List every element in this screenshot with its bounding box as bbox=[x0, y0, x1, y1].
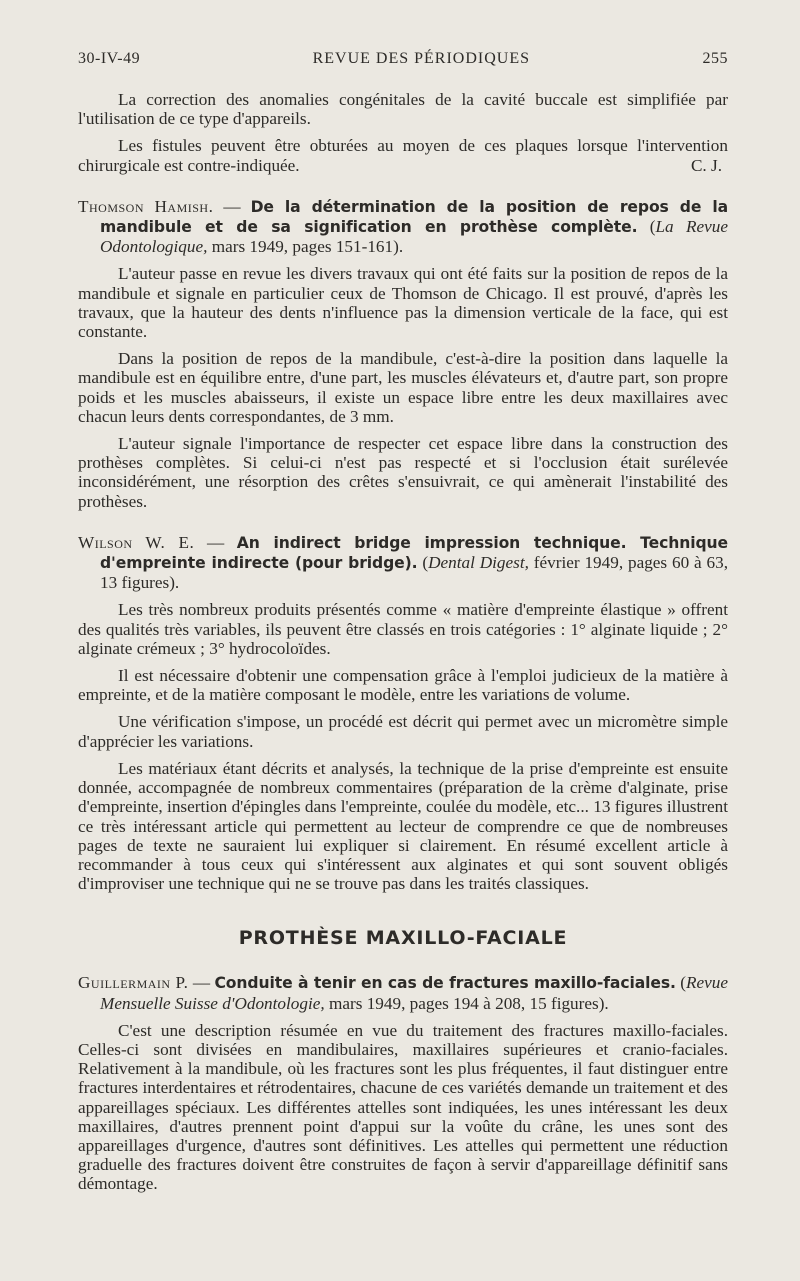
source-thomson: mars 1949, pages 151-161). bbox=[207, 237, 404, 257]
section-heading: PROTHÈSE MAXILLO-FACIALE bbox=[238, 927, 568, 950]
review-thomson bbox=[78, 197, 728, 511]
citation-thomson bbox=[78, 197, 728, 257]
paragraph-wilson-1: Les très nombreux produits présentés comme « matière d'empreinte élastique » offrent des qualités très variables, ils peuvent être classés en trois catégories : 1° alginate liquide ; 2° alginate crémeux ; 3° hydrocoloïdes. bbox=[78, 600, 728, 658]
journal-thomson: La Revue Odontologique, bbox=[100, 217, 728, 257]
source-wilson: février 1949, pages 60 à 63, 13 figures). bbox=[100, 553, 729, 593]
intro-paragraph-1: La correction des anomalies congénitales de la cavité buccale est simplifiée par l'utilisation de ce type d'appareils. bbox=[78, 90, 728, 129]
article-title-guillermain: Conduite à tenir en cas de fractures maxillo-faciales. bbox=[214, 974, 676, 993]
paragraph-thomson-3: L'auteur signale l'importance de respecter cet espace libre dans la construction des prothèses complètes. Si celui-ci n'est pas respecté et si l'occlusion était surélevée inconsidérément, une résorption des crêtes s'ensuivrait, ce qui amènerait l'instabilité des prothèses. bbox=[78, 434, 728, 511]
running-header bbox=[78, 50, 728, 68]
source-guillermain: mars 1949, pages 194 à 208, 15 figures). bbox=[324, 993, 609, 1013]
article-title-thomson: De la détermination de la position de repos de la mandibule et de sa signification en prothèse complète. bbox=[100, 197, 729, 237]
source-open: ( bbox=[675, 973, 687, 993]
citation-dash: — bbox=[188, 973, 215, 993]
intro-paragraph-2-text: Les fistules peuvent être obturées au moyen de ces plaques lorsque l'intervention chirurgicale est contre-indiquée. bbox=[78, 136, 728, 175]
citation-dash: — bbox=[194, 532, 237, 552]
author-thomson: Thomson Hamish. bbox=[78, 196, 214, 216]
citation-guillermain bbox=[78, 973, 728, 1012]
paragraph-guillermain-1: C'est une description résumée en vue du traitement des fractures maxillo-faciales. Celles-ci sont divisées en mandibulaires, maxillaires supérieures et cranio-faciales. Relativement à la mandibule, où les fractures sont les plus fréquentes, il faut distinguer entre fractures interdentaires et rétrodentaires, chacune de ces variétés demande un traitement et des appareillages spéciaux. Les différentes attelles sont indiquées, les unes intéressant les deux maxillaires, d'autres prennent point d'appui sur la voûte du crâne, les unes sont des appareillages d'urgence, d'autres sont définitives. Les attelles qui permettent une réduction graduelle des fractures doivent être construites de façon à servir d'appareillage définitif sans démontage. bbox=[78, 1020, 728, 1194]
header-date: 30-IV-49 bbox=[78, 50, 141, 67]
author-wilson: Wilson W. E. bbox=[78, 532, 195, 552]
source-open: ( bbox=[417, 553, 429, 573]
review-wilson bbox=[78, 533, 728, 893]
journal-guillermain: Revue Mensuelle Suisse d'Odontologie, bbox=[100, 973, 728, 1013]
intro-section bbox=[78, 90, 728, 175]
review-guillermain bbox=[78, 973, 728, 1193]
citation-wilson bbox=[78, 533, 728, 593]
paragraph-wilson-3: Une vérification s'impose, un procédé est décrit qui permet avec un micromètre simple d'apprécier les variations. bbox=[78, 712, 728, 751]
paragraph-wilson-4: Les matériaux étant décrits et analysés, la technique de la prise d'empreinte est ensuite donnée, accompagnée de nombreux commentaires (préparation de la crème d'alginate, prise d'empreinte, insertion d'épingles dans l'empreinte, coulée du modèle, etc... 13 figures illustrent ce très intéressant article qui permettent au lecteur de comprendre ce que de nombreuses pages de texte ne sauraient lui expliquer si clairement. En résumé excellent article à recommander à tous ceux qui s'intéressent aux alginates et qui sont souvent obligés d'improviser une technique qui ne se trouve pas dans les traités classiques. bbox=[78, 758, 728, 894]
paragraph-thomson-1: L'auteur passe en revue les divers travaux qui ont été faits sur la position de repos de la mandibule et signale en particulier ceux de Thomson de Chicago. Il est prouvé, d'après les travaux, que la hauteur des dents n'influence pas la dimension verticale de la face, qui est constante. bbox=[78, 264, 728, 342]
intro-paragraph-2 bbox=[78, 136, 728, 174]
reviewer-signature: C. J. bbox=[690, 155, 722, 175]
author-guillermain: Guillermain P. bbox=[78, 973, 189, 993]
page-number: 255 bbox=[702, 50, 728, 67]
journal-wilson: Dental Digest, bbox=[428, 553, 529, 573]
paragraph-wilson-2: Il est nécessaire d'obtenir une compensation grâce à l'emploi judicieux de la matière à empreinte, et de la matière composant le modèle, entre les variations de volume. bbox=[78, 666, 728, 705]
citation-dash: — bbox=[213, 196, 251, 216]
article-title-wilson: An indirect bridge impression technique. Technique d'empreinte indirecte (pour bridge). bbox=[100, 533, 729, 573]
paragraph-thomson-2: Dans la position de repos de la mandibule, c'est-à-dire la position dans laquelle la mandibule est en équilibre entre, d'une part, les muscles élévateurs et, d'autre part, son propre poids et les muscles abaisseurs, il existe un espace libre entre les deux maxillaires avec chacun leurs dents correspondantes, de 3 mm. bbox=[78, 349, 728, 426]
header-title: REVUE DES PÉRIODIQUES bbox=[312, 50, 531, 67]
source-open: ( bbox=[637, 217, 656, 237]
